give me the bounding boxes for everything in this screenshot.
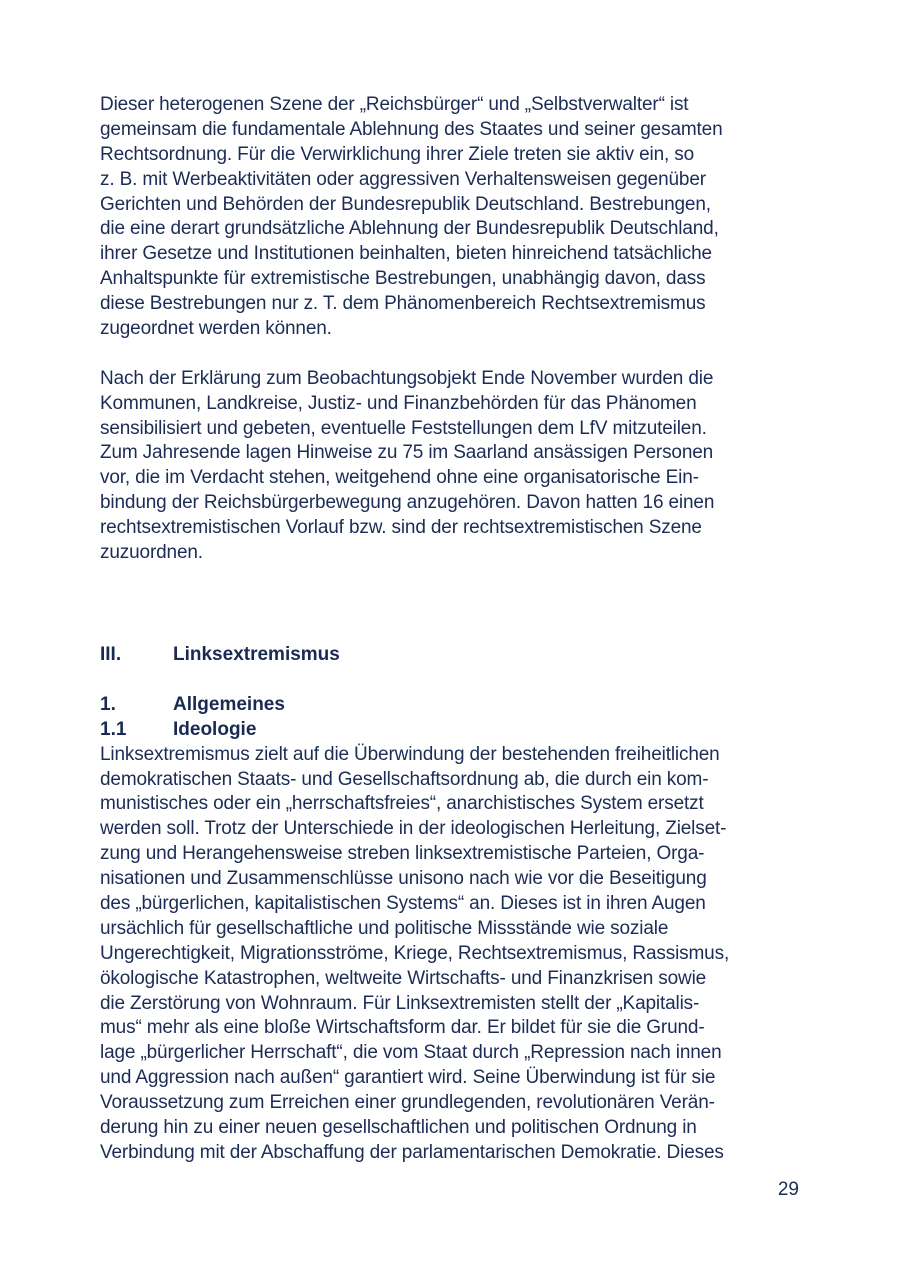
text-line: rechtsextremistischen Vorlauf bzw. sind der rechtsextremistischen Szene: [100, 517, 702, 539]
text-line: Voraussetzung zum Erreichen einer grundlegenden, revolutionären Verän-: [100, 1092, 715, 1114]
text-line: munistisches oder ein „herrschaftsfreies“, anarchistisches System ersetzt: [100, 793, 704, 815]
text-line: Zum Jahresende lagen Hinweise zu 75 im Saarland ansässigen Personen: [100, 442, 714, 464]
text-line: ursächlich für gesellschaftliche und politische Missstände wie soziale: [100, 917, 669, 939]
text-line: ihrer Gesetze und Institutionen beinhalten, bieten hinreichend tatsächliche: [100, 243, 712, 265]
text-line: demokratischen Staats- und Gesellschaftsordnung ab, die durch ein kom-: [100, 768, 709, 790]
subsubsection-heading: [100, 718, 800, 743]
text-line: mus“ mehr als eine bloße Wirtschaftsform dar. Er bildet für sie die Grund-: [100, 1017, 705, 1039]
page-number: 29: [777, 1179, 799, 1200]
subsection-heading: [100, 693, 800, 718]
subsection-number: 1.: [100, 693, 116, 715]
text-line: Dieser heterogenen Szene der „Reichsbürger“ und „Selbstverwalter“ ist: [100, 94, 689, 115]
subsection-title: Allgemeines: [173, 693, 285, 715]
text-line: Linksextremismus zielt auf die Überwindung der bestehenden freiheitlichen: [100, 743, 720, 765]
text-line: die eine derart grundsätzliche Ablehnung der Bundesrepublik Deutschland,: [100, 218, 719, 240]
section-linksextremismus: [100, 643, 800, 1166]
text-line: Verbindung mit der Abschaffung der parlamentarischen Demokratie. Dieses: [100, 1141, 724, 1163]
paragraph-ideology: [100, 743, 800, 1166]
paragraph-reichsbuerger-definition: [100, 93, 800, 342]
section-number: III.: [100, 644, 122, 665]
text-line: nisationen und Zusammenschlüsse unisono nach wie vor die Beseitigung: [100, 868, 707, 890]
text-line: ökologische Katastrophen, weltweite Wirtschafts- und Finanzkrisen sowie: [100, 967, 707, 989]
text-line: werden soll. Trotz der Unterschiede in der ideologischen Herleitung, Zielset-: [100, 818, 727, 840]
text-line: zuzuordnen.: [100, 542, 203, 564]
text-line: sensibilisiert und gebeten, eventuelle Feststellungen dem LfV mitzuteilen.: [100, 417, 707, 439]
text-line: bindung der Reichsbürgerbewegung anzugehören. Davon hatten 16 einen: [100, 492, 715, 514]
text-line: derung hin zu einer neuen gesellschaftlichen und politischen Ordnung in: [100, 1117, 697, 1139]
section-heading: [100, 643, 800, 668]
text-line: Nach der Erklärung zum Beobachtungsobjekt Ende November wurden die: [100, 367, 714, 389]
subsubsection-title: Ideologie: [173, 718, 257, 740]
text-line: lage „bürgerlicher Herrschaft“, die vom Staat durch „Repression nach innen: [100, 1042, 722, 1064]
text-line: z. B. mit Werbeaktivitäten oder aggressiven Verhaltensweisen gegenüber: [100, 168, 706, 190]
text-line: des „bürgerlichen, kapitalistischen Systems“ an. Dieses ist in ihren Augen: [100, 893, 706, 915]
text-line: diese Bestrebungen nur z. T. dem Phänomenbereich Rechtsextremismus: [100, 293, 706, 315]
text-line: vor, die im Verdacht stehen, weitgehend ohne eine organisatorische Ein-: [100, 467, 699, 489]
text-line: Kommunen, Landkreise, Justiz- und Finanzbehörden für das Phänomen: [100, 392, 697, 414]
subsection-block: [100, 693, 800, 1166]
text-line: Rechtsordnung. Für die Verwirklichung ihrer Ziele treten sie aktiv ein, so: [100, 143, 695, 165]
text-line: Gerichten und Behörden der Bundesrepublik Deutschland. Bestrebungen,: [100, 193, 711, 215]
paragraph-observation-findings: [100, 367, 800, 566]
text-line: zugeordnet werden können.: [100, 318, 332, 340]
subsubsection-number: 1.1: [100, 718, 127, 740]
section-title: Linksextremismus: [173, 644, 340, 665]
text-line: gemeinsam die fundamentale Ablehnung des Staates und seiner gesamten: [100, 118, 723, 140]
text-line: Anhaltspunkte für extremistische Bestrebungen, unabhängig davon, dass: [100, 268, 706, 290]
text-line: Ungerechtigkeit, Migrationsströme, Kriege, Rechtsextremismus, Rassismus,: [100, 942, 730, 964]
text-line: die Zerstörung von Wohnraum. Für Linksextremisten stellt der „Kapitalis-: [100, 992, 700, 1014]
text-line: und Aggression nach außen“ garantiert wird. Seine Überwindung ist für sie: [100, 1067, 716, 1089]
text-line: zung und Herangehensweise streben linksextremistische Parteien, Orga-: [100, 843, 705, 865]
intro-text-block: [100, 93, 800, 566]
